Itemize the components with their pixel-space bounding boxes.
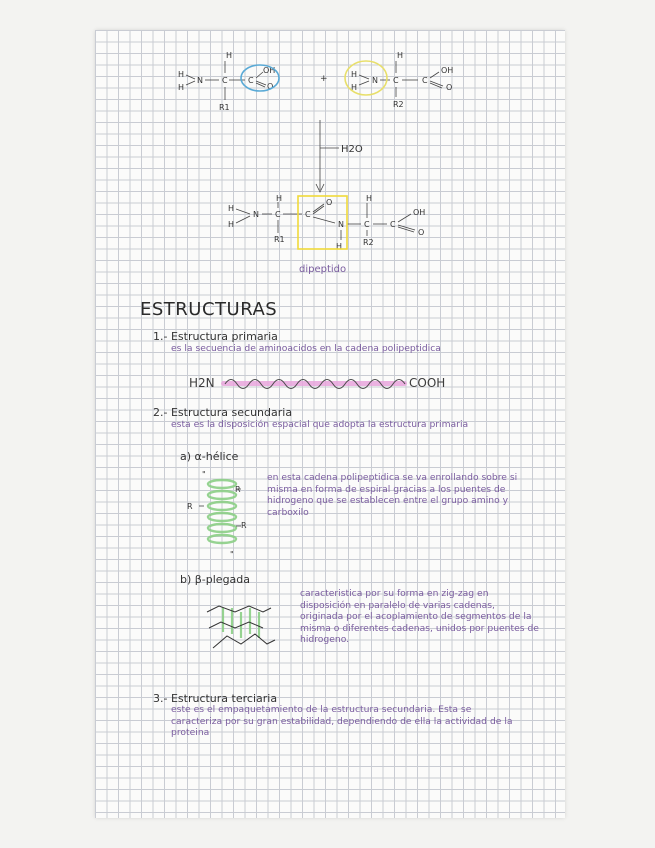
dp-h-n: H <box>336 242 343 251</box>
dp-n2: N <box>338 220 344 229</box>
beta-sheet-text: caracteristica por su forma en zig-zag en disposición en paralelo de varias cadenas, originada por el acoplamiento de segmentos de la misma o diferentes cadenas, unidos por puentes de hidrogeno. <box>300 588 539 645</box>
alpha-r3: R <box>241 521 247 530</box>
aa1-o: O <box>267 82 274 91</box>
secondary-description: esta es la disposición espacial que adopta la estructura primaria <box>171 419 469 430</box>
alpha-quote-top: " <box>202 470 206 479</box>
aa2-r2: R2 <box>393 100 404 109</box>
primary-title: 1.- Estructura primaria <box>153 330 278 343</box>
dp-oh: OH <box>413 208 426 217</box>
dp-c-end: C <box>390 220 396 229</box>
secondary-title: 2.- Estructura secundaria <box>153 406 293 419</box>
aa2-oh: OH <box>441 66 454 75</box>
dp-h2: H <box>228 220 235 229</box>
tertiary-description: este es el empaquetamiento de la estructura secundaria. Esta se caracteriza por su gran estabilidad, dependiendo de ella la actividad de la proteina <box>171 704 513 738</box>
aa1-h-top: H <box>226 51 233 60</box>
page-heading: ESTRUCTURAS <box>140 299 278 320</box>
dp-h-top1: H <box>276 194 283 203</box>
water-label: H2O <box>341 144 363 155</box>
dp-r2: R2 <box>363 238 374 247</box>
tertiary-title: 3.- Estructura terciaria <box>153 692 278 705</box>
primary-cooh: COOH <box>409 376 446 390</box>
aa1-c-alpha: C <box>222 76 228 85</box>
aa2-h-top: H <box>397 51 404 60</box>
alpha-r1: R <box>235 485 241 494</box>
dp-h-top2: H <box>366 194 373 203</box>
primary-description: es la secuencia de aminoacidos en la cadena polipeptidica <box>171 343 441 354</box>
aa2-c-alpha: C <box>393 76 399 85</box>
aa1-oh: OH <box>263 66 276 75</box>
aa1-r1: R1 <box>219 103 230 112</box>
dp-o-end: O <box>418 228 425 237</box>
dp-o-peptide: O <box>326 198 333 207</box>
aa2-n: N <box>372 76 378 85</box>
beta-sheet-title: b) β-plegada <box>180 573 251 586</box>
reaction-bonds <box>95 30 565 280</box>
alpha-quote-bottom: " <box>230 550 234 559</box>
primary-h2n: H2N <box>189 376 215 390</box>
aa1-h1: H <box>178 70 185 79</box>
dp-h1: H <box>228 204 235 213</box>
aa2-c-carbonyl: C <box>422 76 428 85</box>
dp-c-alpha1: C <box>275 210 281 219</box>
primary-chain-drawing <box>221 376 407 392</box>
alpha-helix-drawing <box>195 474 245 554</box>
dp-c-alpha2: C <box>364 220 370 229</box>
plus-sign: + <box>320 74 328 84</box>
alpha-helix-text: en esta cadena polipeptidica se va enrollando sobre si misma en forma de espiral gracias a los puentes de hidrogeno que se establecen entre el grupo amino y carboxilo <box>267 472 518 518</box>
aa1-n: N <box>197 76 203 85</box>
notebook-page <box>95 30 565 818</box>
aa2-o: O <box>446 83 453 92</box>
aa2-h2: H <box>351 83 358 92</box>
dp-n1: N <box>253 210 259 219</box>
aa1-h2: H <box>178 83 185 92</box>
dp-c-peptide: C <box>305 210 311 219</box>
dp-r1: R1 <box>274 235 285 244</box>
beta-sheet-drawing <box>205 598 277 654</box>
aa1-c-carbonyl: C <box>248 76 254 85</box>
aa2-h1: H <box>351 70 358 79</box>
dipeptide-label: dipeptido <box>299 264 347 275</box>
alpha-r2: R <box>187 502 193 511</box>
alpha-helix-title: a) α-hélice <box>180 450 239 463</box>
